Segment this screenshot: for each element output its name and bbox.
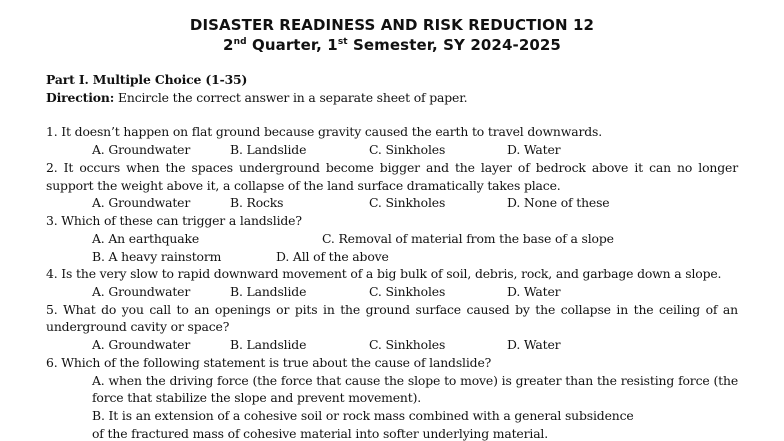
exam-title: DISASTER READINESS AND RISK REDUCTION 12 [189,16,595,34]
direction [46,90,467,106]
question-1-option-a: A. Groundwater [92,142,191,157]
question-5-option-b: B. Landslide [230,337,307,352]
semester-text: Semester, SY 2024-2025 [347,36,561,54]
question-4-option-a: A. Groundwater [92,284,191,299]
question-5-option-c: C. Sinkholes [369,337,446,352]
question-2-option-d: D. None of these [507,195,610,210]
question-3-option-a: A. An earthquake [92,231,200,246]
question-6-option-a-line-1: A. when the driving force (the force that cause the slope to move) is greater than the resisting force (the [92,373,738,388]
question-2-text-line-1: 2. It occurs when the spaces underground become bigger and the layer of bedrock above it can no longer [46,160,738,175]
question-6-option-b-line-1: B. It is an extension of a cohesive soil or rock mass combined with a general subsidence [92,408,634,423]
quarter-suffix: nd [233,37,247,47]
question-3-text: 3. Which of these can trigger a landslide? [46,213,302,228]
part-title: Part I. Multiple Choice (1-35) [46,72,248,87]
semester-suffix: st [337,37,348,47]
question-2-option-a: A. Groundwater [92,195,191,210]
direction-text: Encircle the correct answer in a separate sheet of paper. [114,90,468,105]
question-4-option-c: C. Sinkholes [369,284,446,299]
question-2-option-c: C. Sinkholes [369,195,446,210]
question-4-text: 4. Is the very slow to rapid downward movement of a big bulk of soil, debris, rock, and garbage down a slope. [46,266,722,281]
question-5-text-line-2: underground cavity or space? [46,319,230,334]
exam-subtitle [0,36,784,54]
question-2-option-b: B. Rocks [230,195,284,210]
question-3-option-b: B. A heavy rainstorm [92,249,222,264]
question-5-option-a: A. Groundwater [92,337,191,352]
question-1-option-c: C. Sinkholes [369,142,446,157]
quarter-number: 2 [223,36,234,54]
question-1-option-b: B. Landslide [230,142,307,157]
question-1-text: 1. It doesn’t happen on flat ground because gravity caused the earth to travel downwards. [46,124,602,139]
question-6-option-a-line-2: force that stabilize the slope and prevent movement). [92,390,422,405]
question-1-option-d: D. Water [507,142,561,157]
question-6-text: 6. Which of the following statement is true about the cause of landslide? [46,355,492,370]
question-5-option-d: D. Water [507,337,561,352]
question-6-option-b-line-2: of the fractured mass of cohesive material into softer underlying material. [92,426,549,441]
question-3-option-c: C. Removal of material from the base of a slope [322,231,614,246]
question-4-option-d: D. Water [507,284,561,299]
direction-label: Direction: [46,90,115,105]
question-3-option-d: D. All of the above [276,249,389,264]
question-4-option-b: B. Landslide [230,284,307,299]
question-5-text-line-1: 5. What do you call to an openings or pits in the ground surface caused by the collapse in the ceiling of an [46,302,738,317]
question-2-text-line-2: support the weight above it, a collapse of the land surface dramatically takes place. [46,178,561,193]
quarter-text: Quarter, 1 [246,36,338,54]
